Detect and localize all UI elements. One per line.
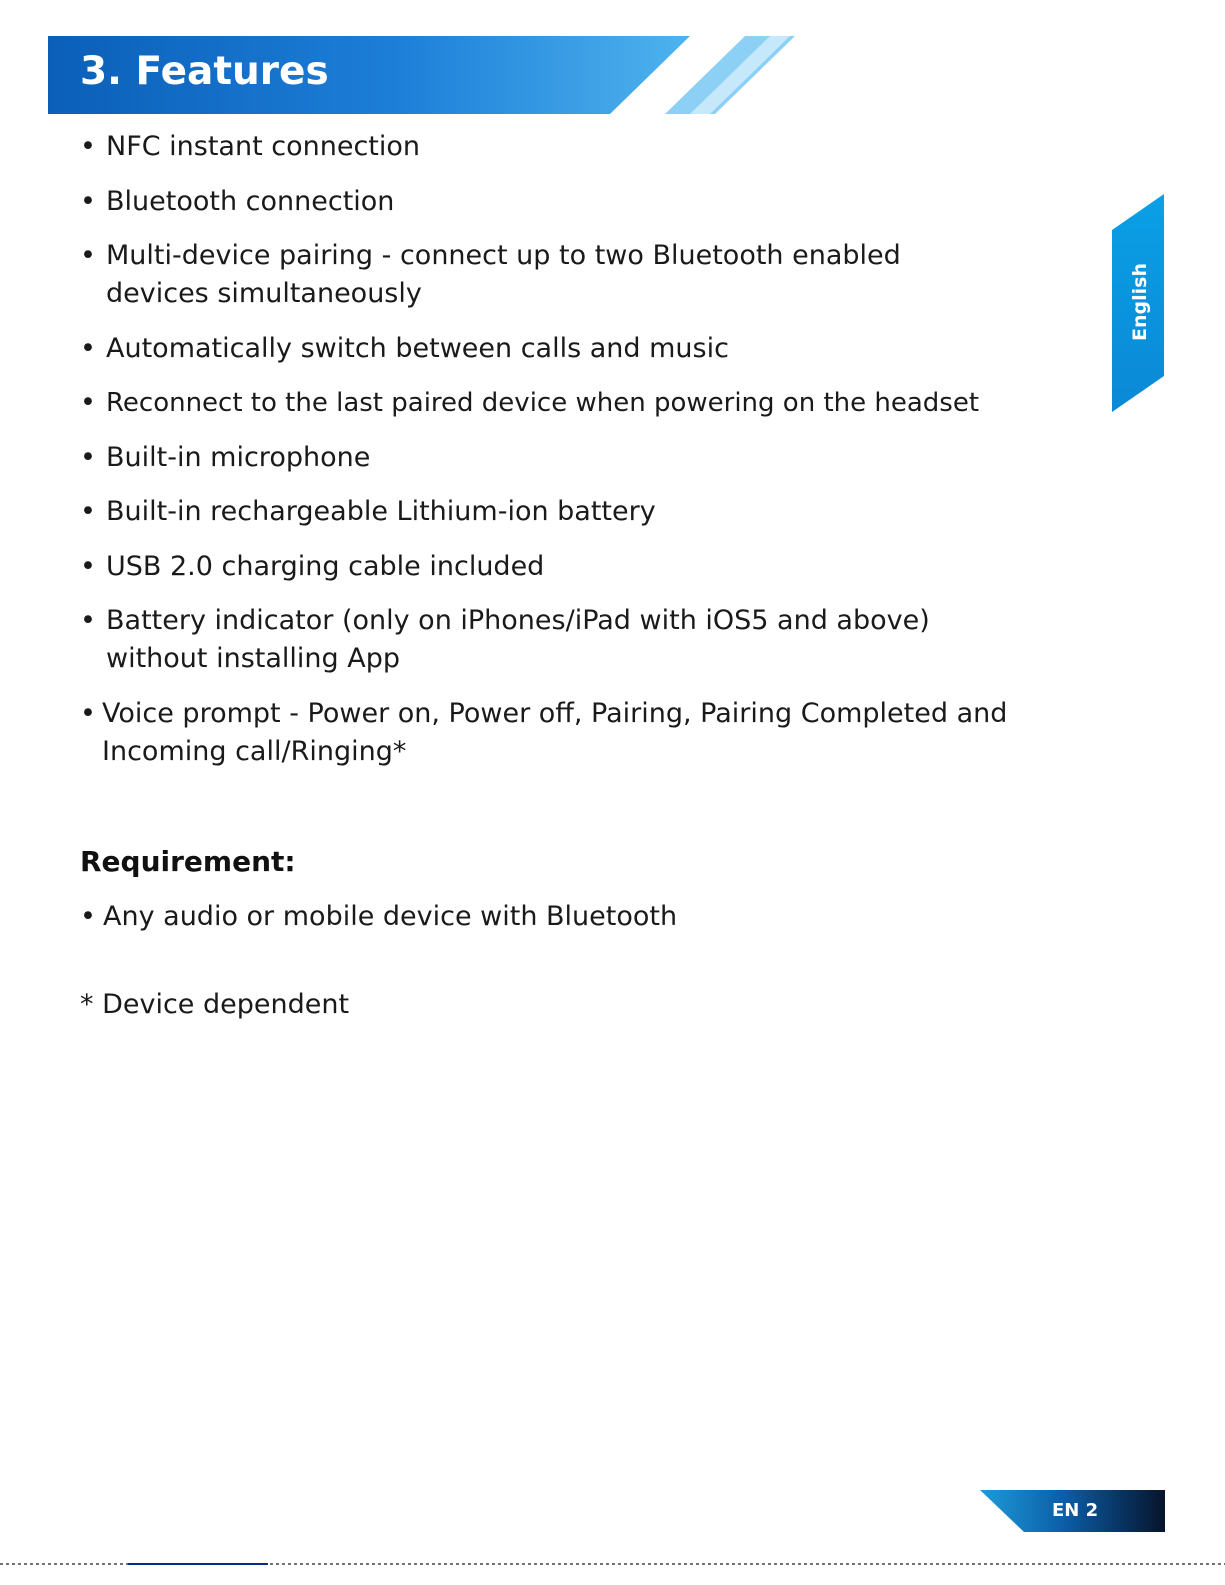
requirement-item	[80, 898, 677, 936]
bullet-icon: •	[80, 332, 96, 364]
bullet-icon: •	[80, 550, 96, 582]
feature-text: Multi-device pairing - connect up to two Bluetooth enabled devices simultaneously	[106, 240, 901, 309]
feature-text: NFC instant connection	[106, 131, 421, 162]
bullet-icon: •	[80, 605, 96, 636]
feature-item	[80, 128, 1100, 166]
feature-item	[80, 330, 1100, 368]
page-number: EN 2	[1052, 1500, 1099, 1521]
bottom-rule	[0, 1563, 1225, 1567]
feature-text: Battery indicator (only on iPhones/iPad with iOS5 and above) without installing App	[106, 605, 930, 674]
bullet-icon: •	[80, 131, 96, 162]
feature-text: Automatically switch between calls and music	[106, 332, 729, 364]
bullet-icon: •	[80, 185, 96, 217]
bullet-icon: •	[80, 496, 96, 527]
feature-text: USB 2.0 charging cable included	[106, 550, 545, 582]
feature-item	[80, 548, 1100, 586]
feature-text: Built-in microphone	[106, 441, 371, 473]
bullet-icon: •	[80, 387, 96, 418]
feature-item	[80, 183, 1100, 221]
feature-list	[80, 128, 1100, 787]
feature-text: Reconnect to the last paired device when powering on the headset	[106, 388, 980, 418]
requirement-text: Any audio or mobile device with Bluetooth	[103, 901, 678, 932]
feature-text: Voice prompt - Power on, Power off, Pairing, Pairing Completed and Incoming call/Ringing*	[102, 697, 1008, 767]
bullet-icon: •	[80, 901, 96, 932]
bullet-icon: •	[80, 240, 96, 271]
feature-item	[80, 695, 1100, 771]
bullet-icon: •	[80, 697, 96, 729]
language-label: English	[1129, 263, 1151, 341]
feature-item	[80, 439, 1100, 477]
bullet-icon: •	[80, 441, 96, 473]
feature-text: Built-in rechargeable Lithium-ion battery	[106, 496, 656, 527]
feature-item	[80, 602, 1100, 678]
footnote: * Device dependent	[80, 989, 350, 1020]
feature-item	[80, 237, 1100, 313]
feature-item	[80, 384, 1100, 422]
page-title: 3. Features	[80, 49, 329, 94]
feature-text: Bluetooth connection	[106, 185, 395, 217]
feature-item	[80, 493, 1100, 531]
requirement-heading: Requirement:	[80, 845, 296, 878]
